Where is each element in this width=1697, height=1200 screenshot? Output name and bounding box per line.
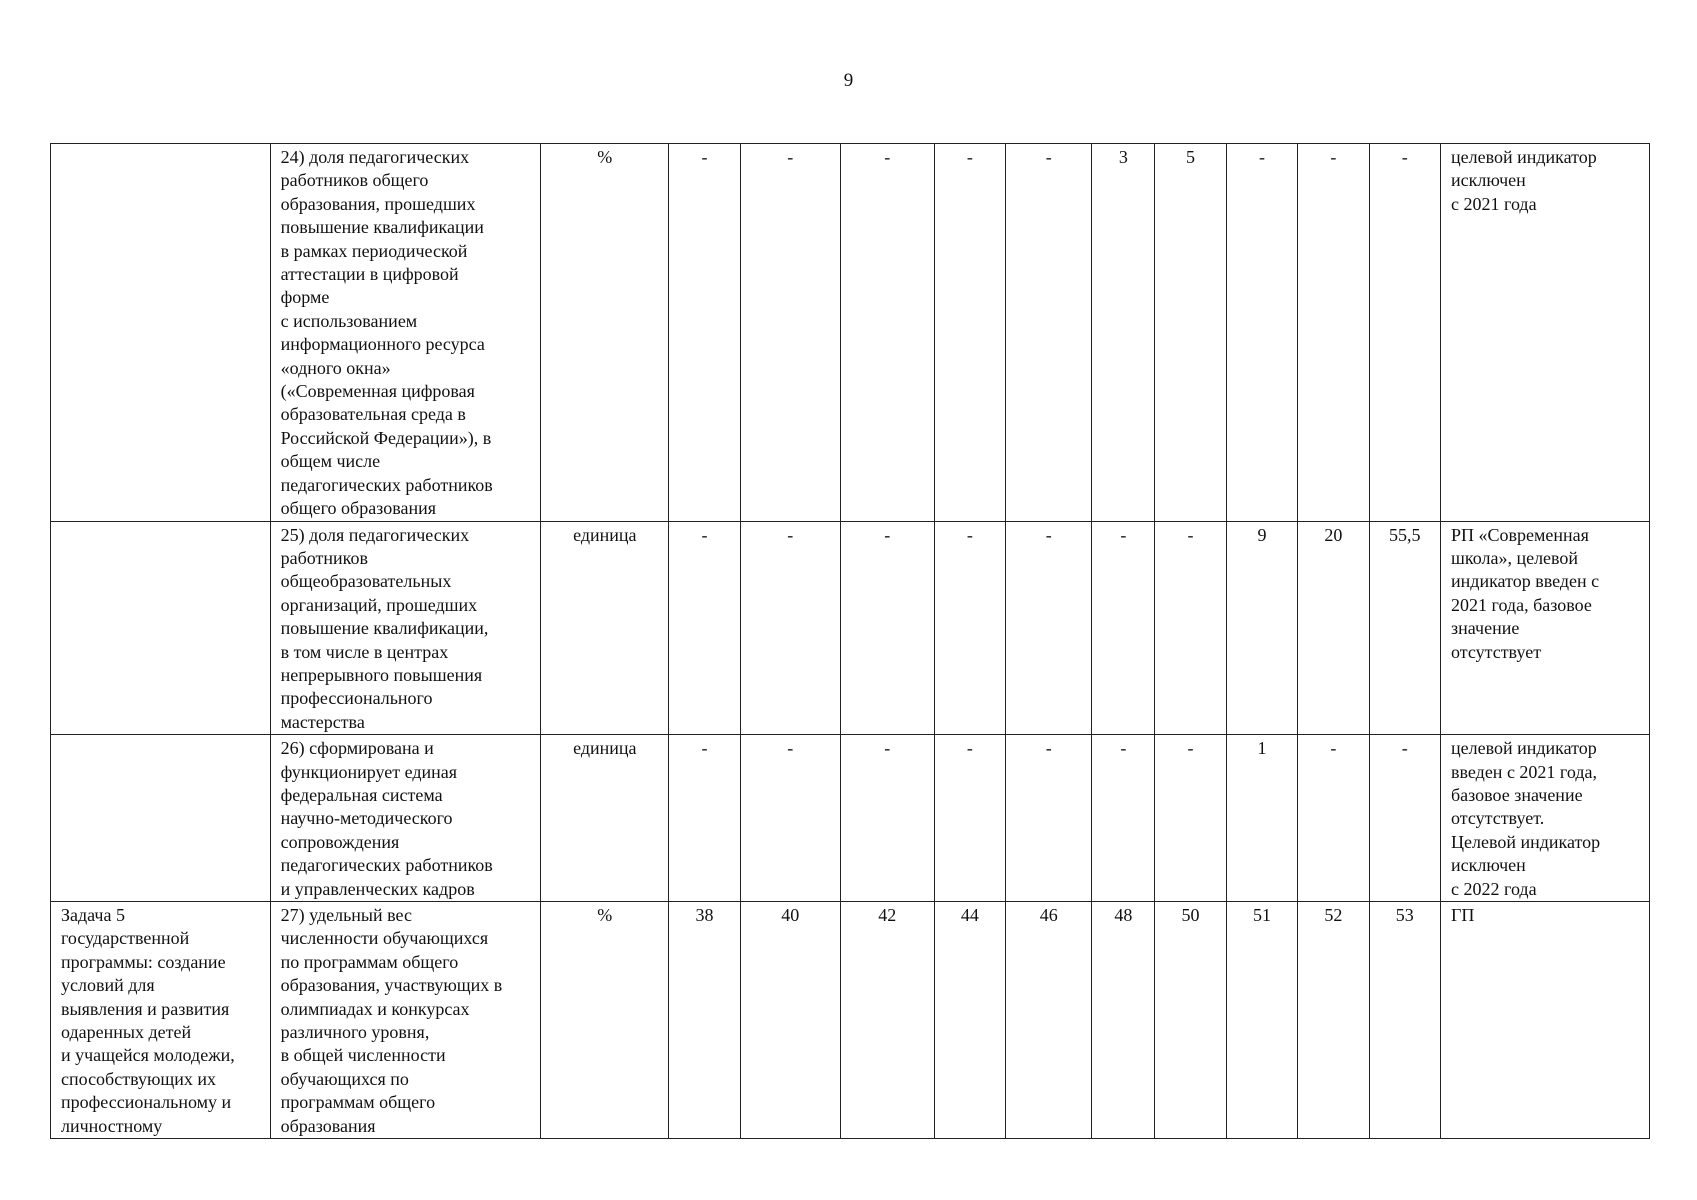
value-cell: 42 [840,902,934,1139]
table-row [51,521,1650,735]
indicator-cell: 24) доля педагогических работников общего образования, прошедших повышение квалификации в рамках периодической аттестации в цифровой форме с использованием информационного ресурса «одного окна» («Современная цифровая образовательная среда в Российской Федерации»), в общем числе педагогических работников общего образования [270,144,541,522]
value-cell: 9 [1226,521,1297,735]
value-cell: 1 [1226,735,1297,902]
task-cell: Задача 5 государственной программы: создание условий для выявления и развития одаренных детей и учащейся молодежи, способствующих их профессиональному и личностному [51,902,271,1139]
value-cell: - [1092,521,1155,735]
task-cell [51,521,271,735]
page-number: 9 [843,70,854,91]
value-cell: - [840,144,934,522]
value-cell: - [1369,735,1440,902]
value-cell: - [740,144,840,522]
value-cell: 48 [1092,902,1155,1139]
value-cell: - [1369,144,1440,522]
unit-cell: % [541,902,669,1139]
note-cell: РП «Современная школа», целевой индикатор введен с 2021 года, базовое значение отсутствует [1441,521,1650,735]
value-cell: 51 [1226,902,1297,1139]
table-row [51,735,1650,902]
value-cell: - [1226,144,1297,522]
indicator-cell: 27) удельный вес численности обучающихся по программам общего образования, участвующих в олимпиадах и конкурсах различного уровня, в общей численности обучающихся по программам общего образования [270,902,541,1139]
value-cell: 38 [669,902,740,1139]
unit-cell: % [541,144,669,522]
value-cell: 52 [1298,902,1369,1139]
value-cell: - [669,144,740,522]
task-cell [51,144,271,522]
value-cell: - [1006,144,1092,522]
value-cell: - [934,521,1005,735]
value-cell: - [1006,521,1092,735]
value-cell: 40 [740,902,840,1139]
note-cell: целевой индикатор исключен с 2021 года [1441,144,1650,522]
indicator-cell: 26) сформирована и функционирует единая федеральная система научно-методического сопровождения педагогических работников и управленческих кадров [270,735,541,902]
value-cell: - [840,735,934,902]
value-cell: - [740,521,840,735]
value-cell: - [840,521,934,735]
value-cell: - [740,735,840,902]
value-cell: - [934,144,1005,522]
value-cell: 55,5 [1369,521,1440,735]
value-cell: 53 [1369,902,1440,1139]
value-cell: - [1006,735,1092,902]
table-row [51,902,1650,1139]
indicator-cell: 25) доля педагогических работников общеобразовательных организаций, прошедших повышение квалификации, в том числе в центрах непрерывного повышения профессионального мастерства [270,521,541,735]
value-cell: - [1298,735,1369,902]
value-cell: - [1092,735,1155,902]
value-cell: 44 [934,902,1005,1139]
task-cell [51,735,271,902]
value-cell: 46 [1006,902,1092,1139]
value-cell: 5 [1155,144,1226,522]
value-cell: - [934,735,1005,902]
value-cell: - [1155,521,1226,735]
indicators-table [50,143,1650,1139]
unit-cell: единица [541,735,669,902]
value-cell: - [1155,735,1226,902]
value-cell: 3 [1092,144,1155,522]
value-cell: - [1298,144,1369,522]
unit-cell: единица [541,521,669,735]
value-cell: 20 [1298,521,1369,735]
value-cell: - [669,735,740,902]
note-cell: ГП [1441,902,1650,1139]
value-cell: - [669,521,740,735]
value-cell: 50 [1155,902,1226,1139]
table-row [51,144,1650,522]
note-cell: целевой индикатор введен с 2021 года, базовое значение отсутствует. Целевой индикатор исключен с 2022 года [1441,735,1650,902]
